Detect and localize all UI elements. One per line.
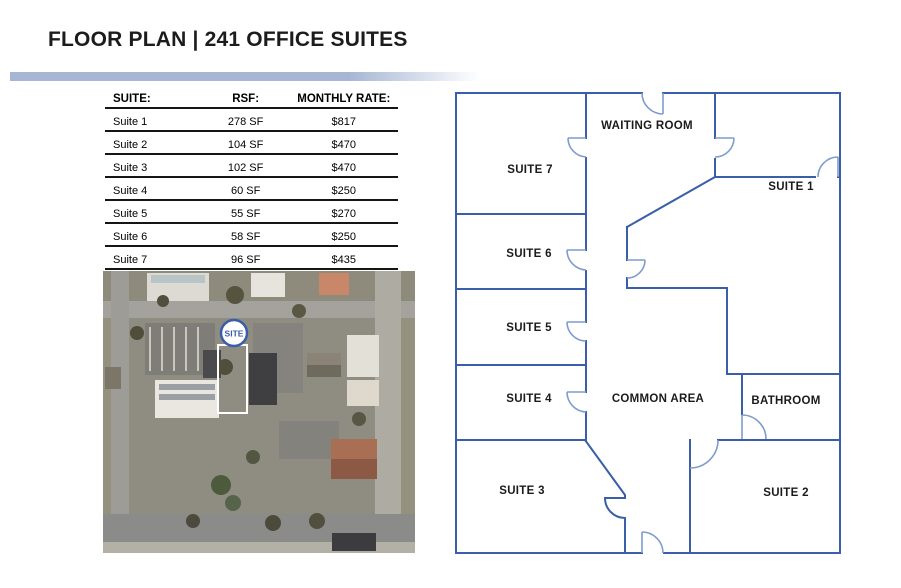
cell-suite: Suite 6 [113, 231, 148, 243]
cell-suite: Suite 5 [113, 208, 148, 220]
cell-rsf: 96 SF [230, 254, 261, 266]
room-label-waiting-room: WAITING ROOM [601, 120, 693, 132]
cell-suite: Suite 4 [113, 185, 148, 197]
header-rsf: RSF: [232, 93, 260, 105]
site-marker-label: SITE [224, 328, 244, 339]
cell-rsf: 104 SF [227, 139, 264, 151]
room-label-suite-6: SUITE 6 [506, 248, 552, 260]
cell-rsf: 55 SF [230, 208, 261, 220]
accent-divider-bar [10, 72, 480, 81]
cell-rate: $817 [331, 116, 357, 128]
room-label-suite-5: SUITE 5 [506, 322, 552, 334]
cell-rsf: 60 SF [230, 185, 261, 197]
aerial-photo-illustration [103, 271, 415, 553]
table-row [105, 155, 398, 178]
cell-suite: Suite 3 [113, 162, 148, 174]
cell-rate: $270 [331, 208, 357, 220]
aerial-site-photo [103, 271, 415, 553]
header-suite: SUITE: [113, 93, 151, 105]
cell-rate: $250 [331, 185, 357, 197]
cell-suite: Suite 7 [113, 254, 148, 266]
floor-plan [450, 80, 901, 580]
doors [567, 93, 838, 553]
suite-rate-table [105, 86, 398, 270]
room-label-suite-2: SUITE 2 [763, 487, 809, 499]
site-marker [221, 320, 247, 346]
header-rate: MONTHLY RATE: [297, 93, 391, 105]
table-row [105, 109, 398, 132]
cell-suite: Suite 1 [113, 116, 148, 128]
table-row [105, 178, 398, 201]
cell-rsf: 58 SF [230, 231, 261, 243]
cell-rate: $470 [331, 139, 357, 151]
room-label-suite-1: SUITE 1 [768, 181, 814, 193]
cell-suite: Suite 2 [113, 139, 148, 151]
table-row [105, 132, 398, 155]
table-row [105, 201, 398, 224]
room-label-bathroom: BATHROOM [751, 395, 821, 407]
room-label-suite-4: SUITE 4 [506, 393, 552, 405]
table-row [105, 247, 398, 270]
cell-rsf: 102 SF [227, 162, 264, 174]
room-label-common-area: COMMON AREA [611, 393, 705, 405]
floor-plan-drawing [450, 80, 901, 580]
cell-rsf: 278 SF [227, 116, 264, 128]
room-label-suite-7: SUITE 7 [507, 164, 553, 176]
room-label-suite-3: SUITE 3 [499, 485, 545, 497]
table-row [105, 224, 398, 247]
cell-rate: $435 [331, 254, 357, 266]
page-title: FLOOR PLAN | 241 OFFICE SUITES [48, 28, 408, 51]
cell-rate: $250 [331, 231, 357, 243]
table-header-row [105, 86, 398, 109]
cell-rate: $470 [331, 162, 357, 174]
